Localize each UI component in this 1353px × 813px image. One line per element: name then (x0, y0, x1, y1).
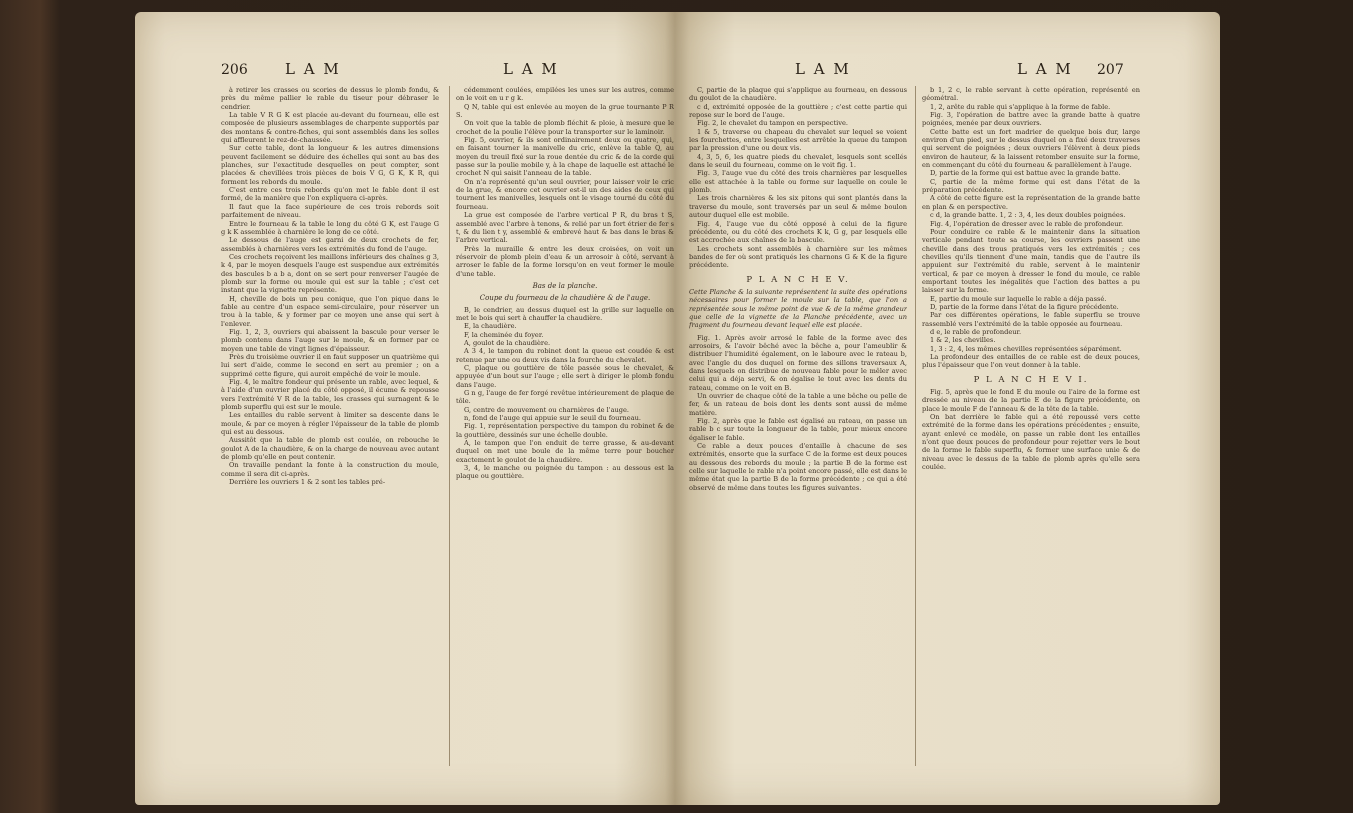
paragraph: E, la chaudière. (464, 322, 517, 331)
paragraph: Entre le fourneau & la table le long du côté G K, est l'auge G g k K assemblée à charnière le long de ce côté. (221, 219, 439, 236)
paragraph: à retirer les crasses ou scories de dessus le plomb fondu, & près du même pallier le rable du tiseur pour débraser le cendrier. (221, 86, 439, 111)
right-column-1 (689, 86, 907, 776)
right-header-right: L A M (1017, 60, 1073, 78)
paragraph: P L A N C H E V. (746, 274, 850, 285)
paragraph: Pour conduire ce rable & le maintenir dans la situation verticale pendant toute sa course, les ouvriers passent une cheville dans des trous pratiqués vers les extrémités ; ces chevilles qu'ils tiennent d'une main, tandis que de l'autre ils appuient sur l'extrémité du rable, servent à le maintenir vertical, & par ce moyen à dresser le fond du moule, ce rable emportant toutes les inégalités que l'action des battes a pu laisser sur la forme. (922, 227, 1140, 295)
left-header-right: L A M (503, 60, 559, 78)
paragraph: C, partie de la plaque qui s'applique au fourneau, en dessous du goulot de la chaudière. (689, 86, 907, 103)
paragraph: Il faut que la face supérieure de ces trois rebords soit parfaitement de niveau. (221, 202, 439, 220)
paragraph: A, goulot de la chaudière. (464, 338, 551, 347)
paragraph: Fig. 3, l'opération de battre avec la grande batte à quatre poignées, menée par deux ouvriers. (922, 111, 1140, 128)
paragraph: C, partie de la même forme qui est dans l'état de la préparation précédente. (922, 177, 1140, 195)
paragraph: Aussitôt que la table de plomb est coulée, on rebouche le goulot A de la chaudière, & on la charge de nouveau avec autant de plomb qu'elle en peut contenir. (221, 436, 439, 462)
paragraph: Près du troisième ouvrier il en faut supposer un quatrième qui lui sert d'aide, comme le second en sert au premier ; on a supprimé cette figure, qui auroit empêché de voir le moule. (221, 353, 439, 378)
paragraph: cédemment coulées, empilées les unes sur les autres, comme on le voit en u r g k. (456, 86, 674, 103)
paragraph: Fig. 1. Après avoir arrosé le fable de la forme avec des arrosoirs, & l'avoir bêché avec la bêche a, pour l'ameublir & distribuer l'humidité également, on le laboure avec le rateau b, avec l'angle du dos duquel on forme des sillons traversaux A, dans lesquels on distribue de nouveau fable pour le mêler avec celui qui a déja servi, & on égalise le tout avec les dents du rateau, comme on le voit en B. (689, 333, 907, 392)
paragraph: Cette batte est un fort madrier de quelque bois dur, large environ d'un pied, sur le dessus duquel on a fixé deux traverses qui servent de poignées ; deux ouvriers l'élèvent à deux pieds environ de hauteur, & la laissent retomber ensuite sur la forme, en commençant du côté du fourneau & parallèlement à l'auge. (922, 127, 1140, 170)
paragraph: 4, 3, 5, 6, les quatre pieds du chevalet, lesquels sont scellés dans le seuil du fourneau, comme on le voit fig. 1. (689, 152, 907, 170)
paragraph: C, plaque ou gouttière de tôle passée sous le chevalet, & appuyée d'un bout sur l'auge ; elle sert à diriger le plomb fondu dans l'auge. (456, 364, 674, 389)
paragraph: On voit que la table de plomb fléchit & ploie, à mesure que le crochet de la poulie l'élève pour la transporter sur le laminoir. (456, 119, 674, 136)
paragraph: 1, 3 : 2, 4, les mêmes chevilles représentées séparément. (930, 344, 1122, 353)
paragraph: G, centre de mouvement ou charnières de l'auge. (464, 405, 629, 414)
paragraph: D, partie de la forme dans l'état de la figure précédente. (930, 302, 1119, 311)
paragraph: 1 & 2, les chevilles. (930, 336, 996, 345)
left-header-left: L A M (285, 60, 341, 78)
paragraph: La grue est composée de l'arbre vertical P R, du bras t S, assemblé avec l'arbre à tenons, & relié par un fort étrier de fer s t, & du lien t y, assemblé & embrevé haut & bas dans le bras & l'arbre vertical. (456, 211, 674, 245)
paragraph: Fig. 5, ouvrier, & ils sont ordinairement deux ou quatre, qui, en faisant tourner la manivelle du cric, enlève la table Q, au moyen du treuil fixé sur la roue dentée du cric & de la corde qui passe sur la poulie mobile y, à la chape de laquelle est attaché le crochet N qui saisit l'anneau de la table. (456, 136, 674, 178)
paragraph: Fig. 2, après que le fable est égalisé au rateau, on passe un rable b c sur toute la longueur de la table, pour mieux encore égaliser le fable. (689, 417, 907, 442)
paragraph: On n'a représenté qu'un seul ouvrier, pour laisser voir le cric de la grue, & encore cet ouvrier est-il un des aides de ceux qui tournent les manivelles, lesquels ont le visage tourné du côté du fourneau. (456, 177, 674, 211)
left-page-number: 206 (221, 62, 248, 78)
paragraph: Fig. 4, l'opération de dresser avec le rable de profondeur. (930, 219, 1124, 228)
paragraph: Ces crochets reçoivent les maillons inférieurs des chaînes g 3, k 4, par le moyen desquels l'auge est suspendue aux extrémités des bascules b a b a, dont on se sert pour renverser l'augée de plomb sur la forme ou moule qui est sur la table ; c'est cet instant que la vignette représente. (221, 252, 439, 295)
column-divider (915, 86, 916, 766)
paragraph: On bat derrière le fable qui a été repoussé vers cette extrémité de la forme dans les opérations précédentes ; ensuite, ayant enlevé ce modèle, on passe un rable dont les entailles n'ont que deux pouces de profondeur pour rejetter vers le bout de la forme le fable superflu, & former une surface unie & de niveau avec le dessus de la table de plomb après qu'elle sera coulée. (922, 413, 1140, 472)
paragraph: P L A N C H E V I. (973, 374, 1089, 385)
paragraph: Fig. 4, le maître fondeur qui présente un rable, avec lequel, & à l'aide d'un ouvrier placé du côté opposé, il écume & repousse vers l'extrémité V R de la table, les crasses qui surnagent & le plomb superflu qui est sur le moule. (221, 378, 439, 412)
paragraph: C'est entre ces trois rebords qu'on met le fable dont il est formé, de la manière que l'on expliquera ci-après. (221, 186, 439, 203)
paragraph: Coupe du fourneau de la chaudière & de l'auge. (479, 294, 651, 303)
paragraph: G n g, l'auge de fer forgé revêtue intérieurement de plaque de tôle. (456, 389, 674, 406)
column-divider (449, 86, 450, 766)
paragraph: On travaille pendant la fonte à la construction du moule, comme il sera dit ci-après. (221, 461, 439, 478)
paragraph: B, le cendrier, au dessus duquel est la grille sur laquelle on met le bois qui sert à chauffer la chaudière. (456, 305, 674, 322)
right-page (675, 12, 1220, 805)
paragraph: F, la cheminée du foyer. (464, 330, 544, 339)
paragraph: La table V R G K est placée au-devant du fourneau, elle est composée de plusieurs assemblages de charpente supportés par des montans & contre-fiches, qui sont assemblés dans les solles qui affleurent le rez-de-chaussée. (221, 111, 439, 145)
paragraph: Fig. 5, après que le fond E du moule ou l'aire de la forme est dressée au niveau de la partie E de la figure précédente, on place le moule F de l'anneau & de la tête de la table. (922, 388, 1140, 413)
right-column-2 (922, 86, 1140, 776)
paragraph: c d, extrémité opposée de la gouttière ; c'est cette partie qui repose sur le bord de l'auge. (689, 102, 907, 120)
paragraph: A côté de cette figure est la représentation de la grande batte en plan & en perspective. (922, 194, 1140, 211)
paragraph: c d, la grande batte. 1, 2 : 3, 4, les deux doubles poignées. (930, 211, 1126, 220)
paragraph: A 3 4, le tampon du robinet dont la queue est coudée & est retenue par une ou deux vis dans la fourche du chevalet. (456, 347, 674, 364)
paragraph: Bas de la planche. (532, 281, 598, 290)
paragraph: Ce rable a deux pouces d'entaille à chacune de ses extrémités, ensorte que la surface C de la forme est deux pouces au dessous des rebords du moule ; la partie B de la forme est celle sur laquelle le rable n'a point encore passé, elle est dans le même état que la partie B de la forme précédente ; ce qui a été observé de même dans toutes les figures suivantes. (689, 442, 907, 492)
paragraph: Fig. 2, le chevalet du tampon en perspective. (697, 119, 848, 128)
paragraph: Sur cette table, dont la longueur & les autres dimensions peuvent facilement se déduire des échelles qui sont au bas des planches, sur l'exactitude desquelles on peut compter, sont placées & chevillées trois pièces de bois V G, G K, K R, qui forment les rebords du moule. (221, 144, 439, 186)
paragraph: 1 & 5, traverse ou chapeau du chevalet sur lequel se voient les fourchettes, entre lesquelles est arrêtée la queue du tampon par la pression d'une ou deux vis. (689, 127, 907, 153)
paragraph: D, partie de la forme qui est battue avec la grande batte. (930, 169, 1121, 178)
right-header-left: L A M (795, 60, 851, 78)
paragraph: n, fond de l'auge qui appuie sur le seuil du fourneau. (464, 414, 641, 423)
paragraph: H, cheville de bois un peu conique, que l'on pique dans le fable au centre d'un espace semi-circulaire, pour réserver un trou à la table, & y former par ce moyen une anse qui sert à l'enlever. (221, 294, 439, 328)
left-page (135, 12, 675, 805)
right-page-number: 207 (1097, 62, 1124, 78)
paragraph: Q N, table qui est enlevée au moyen de la grue tournante P R S. (456, 102, 674, 120)
paragraph: E, partie du moule sur laquelle le rable a déja passé. (930, 294, 1107, 303)
paragraph: Le dessous de l'auge est garni de deux crochets de fer, assemblés à charnières vers les extrémités du fond de l'auge. (221, 236, 439, 253)
left-column-1 (221, 86, 439, 776)
paragraph: Fig. 1, 2, 3, ouvriers qui abaissent la bascule pour verser le plomb contenu dans l'auge sur le moule, & en former par ce moyen une table de vingt lignes d'épaisseur. (221, 327, 439, 353)
paragraph: Les trois charnières & les six pitons qui sont plantés dans la traverse du moule, sont traversés par un seul & même boulon autour duquel elle est mobile. (689, 194, 907, 220)
paragraph: Fig. 3, l'auge vue du côté des trois charnières par lesquelles elle est attachée à la table ou forme sur laquelle on coule le plomb. (689, 169, 907, 195)
paragraph: 1, 2, arête du rable qui s'applique à la forme de fable. (930, 102, 1111, 111)
paragraph: Les crochets sont assemblés à charnière sur les mêmes bandes de fer où sont pratiqués les charnons G & K de la figure précédente. (689, 244, 907, 270)
paragraph: A, le tampon que l'on enduit de terre grasse, & au-devant duquel on met une boule de la même terre pour boucher exactement le goulot de la chaudière. (456, 439, 674, 464)
paragraph: Près la muraille & entre les deux croisées, on voit un réservoir de plomb plein d'eau & un arrosoir à côté, servant à arroser le fable de la forme lorsqu'on en veut former le moule d'une table. (456, 244, 674, 278)
paragraph: Derrière les ouvriers 1 & 2 sont les tables pré- (229, 478, 386, 487)
paragraph: Les entailles du rable servent à limiter sa descente dans le moule, & par ce moyen à régler l'épaisseur de la table de plomb qui est au dessous. (221, 411, 439, 437)
paragraph: Par ces différentes opérations, le fable superflu se trouve rassemblé vers l'extrémité de la table opposée au fourneau. (922, 311, 1140, 328)
paragraph: 3, 4, le manche ou poignée du tampon : au dessous est la plaque ou gouttière. (456, 464, 674, 481)
paragraph: Fig. 1, représentation perspective du tampon du robinet & de la gouttière, dessinés sur une échelle double. (456, 422, 674, 439)
paragraph: Fig. 4, l'auge vue du côté opposé à celui de la figure précédente, ou du côté des crochets K k, G g, par lesquels elle est accrochée aux chaînes de la bascule. (689, 219, 907, 245)
left-column-2 (456, 86, 674, 776)
paragraph: d e, le rable de profondeur. (930, 327, 1022, 336)
paragraph: Cette Planche & la suivante représentent la suite des opérations nécessaires pour former le moule sur la table, que l'on a représentée sous le même point de vue & de la même grandeur que celle de la vignette de la Planche précédente, avec un fragment du fourneau devant lequel elle est placée. (689, 287, 907, 330)
paragraph: La profondeur des entailles de ce rable est de deux pouces, plus l'épaisseur que l'on veut donner à la table. (922, 353, 1140, 370)
paragraph: Un ouvrier de chaque côté de la table a une bêche ou pelle de fer, & un rateau de bois dont les dents sont aussi de même matière. (689, 392, 907, 417)
paragraph: b 1, 2 c, le rable servant à cette opération, représenté en géométral. (922, 86, 1140, 103)
